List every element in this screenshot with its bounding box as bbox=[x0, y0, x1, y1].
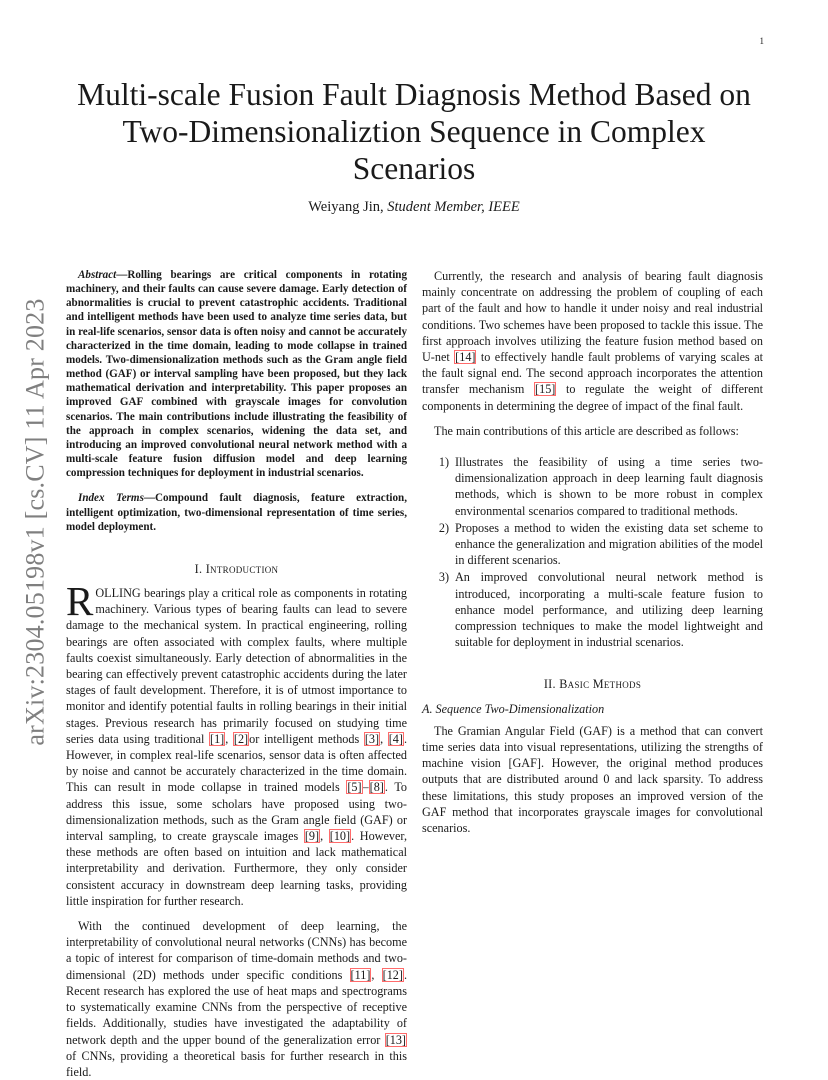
abstract-text: —Rolling bearings are critical components in rotating machinery, and their faults can cause severe damage. Early detection of abnormalities is crucial to prevent catastrophic accidents. Traditional and intelligent methods have been used to analyze time series data, but in real-life scenarios, sensor data is often noisy and cannot be accurately characterized in the time domain, leading to mode collapse in trained models. Two-dimensionalization methods such as the Gram angle field method (GAF) or interval sampling have been proposed, but they lack mathematical derivation and interpretability. This paper proposes an improved GAF combined with grayscale images for convolution scenarios. The main contributions include illustrating the feasibility of the approach in complex scenarios, widening the data set, and introducing an improved convolutional neural network method with a multi-scale feature fusion diffusion model and deep learning compression techniques for deployment in industrial scenarios. bbox=[66, 269, 407, 480]
body-text: OLLING bearings play a critical role as components in rotating machinery. Various types of bearing faults can lead to severe damage to the mechanical system. In practical engineering, rolling bearings are often associated with complex faults, where multiple faults coexist simultaneously. Early detection of abnormalities in the bearing can effectively prevent catastrophic accidents during the later stages of fault development. Therefore, it is of utmost importance to monitor and identify potential faults in rolling bearings in their initial stages. Previous research has primarily focused on studying time series data using traditional bbox=[66, 586, 407, 746]
contribution-text: Illustrates the feasibility of using a time series two-dimensionalization approach in deep learning fault diagnosis methods, which is shown to be more robust in complex environmental scenarios compared to traditional methods. bbox=[455, 455, 763, 518]
section-heading-introduction bbox=[66, 561, 407, 577]
author-affiliation: Student Member, IEEE bbox=[387, 199, 520, 215]
index-terms-lead: Index Terms bbox=[78, 492, 144, 505]
citation-link[interactable]: [9] bbox=[304, 829, 320, 844]
contribution-number: 3) bbox=[438, 570, 449, 585]
body-text: , bbox=[380, 731, 388, 746]
citation-link[interactable]: [2] bbox=[233, 731, 249, 746]
section-title: Introduction bbox=[205, 561, 279, 576]
section-title: Basic Methods bbox=[559, 677, 642, 692]
paper-title: Multi-scale Fusion Fault Diagnosis Method Based on Two-Dimensionaliztion Sequence in Complex Scenarios bbox=[77, 77, 751, 186]
body-text: , bbox=[225, 731, 233, 746]
body-text: or intelligent methods bbox=[249, 731, 364, 746]
contribution-text: Proposes a method to widen the existing data set scheme to enhance the generalization and migration abilities of the model in different scenarios. bbox=[455, 520, 763, 568]
intro-paragraph-1 bbox=[66, 578, 408, 909]
page-number: 1 bbox=[759, 36, 764, 46]
citation-link[interactable]: [11] bbox=[350, 967, 371, 982]
citation-link[interactable]: [3] bbox=[364, 731, 380, 746]
contribution-item bbox=[422, 569, 763, 650]
contribution-number: 1) bbox=[438, 455, 449, 470]
body-text: , bbox=[371, 967, 382, 982]
body-text: of CNNs, providing a theoretical basis for further research in this field. bbox=[66, 1048, 407, 1079]
intro-paragraph-4: The main contributions of this article are described as follows: bbox=[434, 423, 739, 438]
index-terms bbox=[66, 491, 407, 533]
citation-link[interactable]: [4] bbox=[388, 731, 403, 746]
abstract bbox=[66, 268, 407, 480]
citation-link[interactable]: [8] bbox=[369, 780, 384, 795]
index-terms-text: —Compound fault diagnosis, feature extraction, intelligent optimization, two-dimensional representation of time series, model deployment. bbox=[66, 492, 407, 533]
contribution-text: An improved convolutional neural network method is introduced, incorporating a multi-scale feature fusion to enhance model performance, and utilizing deep learning compression techniques to make the model lightweight and suitable for deployment in industrial scenarios. bbox=[455, 570, 763, 650]
citation-link[interactable]: [15] bbox=[535, 382, 556, 397]
citation-link[interactable]: [5] bbox=[347, 780, 362, 795]
left-column bbox=[66, 268, 407, 1080]
arxiv-identifier-stamp bbox=[14, 284, 58, 760]
body-text: . However, these methods are often based on intuition and lack mathematical interpretability and derivation. Furthermore, they only consider consistent accuracy in downstream deep learning tasks, providing little inspiration for further research. bbox=[66, 829, 408, 908]
subsection-heading: A. Sequence Two-Dimensionalization bbox=[422, 701, 605, 716]
arxiv-identifier-text: arXiv:2304.05198v1 [cs.CV] 11 Apr 2023 bbox=[21, 298, 50, 746]
body-text: With the continued development of deep learning, the interpretability of convolutional neural networks (CNNs) has become a topic of interest for comparison of time-domain methods and two-dimensional (2D) methods under specific conditions bbox=[66, 919, 407, 982]
abstract-lead: Abstract bbox=[78, 269, 117, 281]
author-line bbox=[64, 199, 764, 216]
body-text: – bbox=[362, 780, 369, 795]
section-numeral: II. bbox=[543, 677, 560, 692]
citation-link[interactable]: [13] bbox=[385, 1032, 406, 1047]
body-text: . Recent research has explored the use of heat maps and spectrograms to systematically examine CNNs from the perspective of receptive fields. Additionally, studies have investigated the adaptability of network depth and the upper bound of the generalization error bbox=[66, 967, 407, 1047]
contribution-item bbox=[422, 520, 763, 569]
contributions-list bbox=[422, 454, 763, 650]
contribution-item bbox=[422, 454, 763, 519]
intro-paragraph-2 bbox=[66, 918, 407, 1080]
body-text: to effectively handle fault problems of varying scales at the fault signal end. The second approach incorporates the attention transfer mechanism bbox=[422, 350, 763, 397]
author-name: Weiyang Jin, bbox=[308, 199, 388, 215]
body-text: . However, in complex real-life scenarios, sensor data is often affected by noise and cannot be accurately characterized in the time domain. This can result in mode collapse in trained models bbox=[66, 731, 407, 795]
intro-paragraph-3 bbox=[422, 268, 763, 414]
body-text: . To address this issue, some scholars have proposed using two-dimensionalization methods, such as the Gram angle field (GAF) or interval sampling, to create grayscale images bbox=[66, 780, 408, 844]
drop-cap: R bbox=[66, 578, 94, 625]
citation-link[interactable]: [12] bbox=[382, 967, 403, 982]
body-text: to regulate the weight of different components in determining the degree of impact of the final fault. bbox=[422, 382, 763, 413]
body-text: Currently, the research and analysis of bearing fault diagnosis mainly concentrate on addressing the problem of coupling of each part of the fault and how to handle it under noisy and real industrial conditions. Two schemes have been proposed to tackle this issue. The first approach involves utilizing the feature fusion method based on U-net bbox=[422, 269, 763, 365]
citation-link[interactable]: [1] bbox=[210, 731, 225, 746]
basic-methods-paragraph-1: The Gramian Angular Field (GAF) is a method that can convert time series data into visual representations, utilizing the strengths of machine vision [GAF]. However, the original method produces outputs that are distributed around 0 and lack sparsity. To address these limitations, this study proposes an improved version of the GAF method that incorporates grayscale images for convolutional scenarios. bbox=[422, 723, 763, 836]
citation-link[interactable]: [14] bbox=[455, 350, 476, 365]
section-heading-basic-methods bbox=[422, 676, 763, 692]
right-column bbox=[422, 268, 763, 836]
contribution-number: 2) bbox=[438, 520, 449, 535]
citation-link[interactable]: [10] bbox=[329, 829, 351, 844]
section-numeral: I. bbox=[194, 561, 206, 576]
body-text: , bbox=[320, 829, 329, 844]
